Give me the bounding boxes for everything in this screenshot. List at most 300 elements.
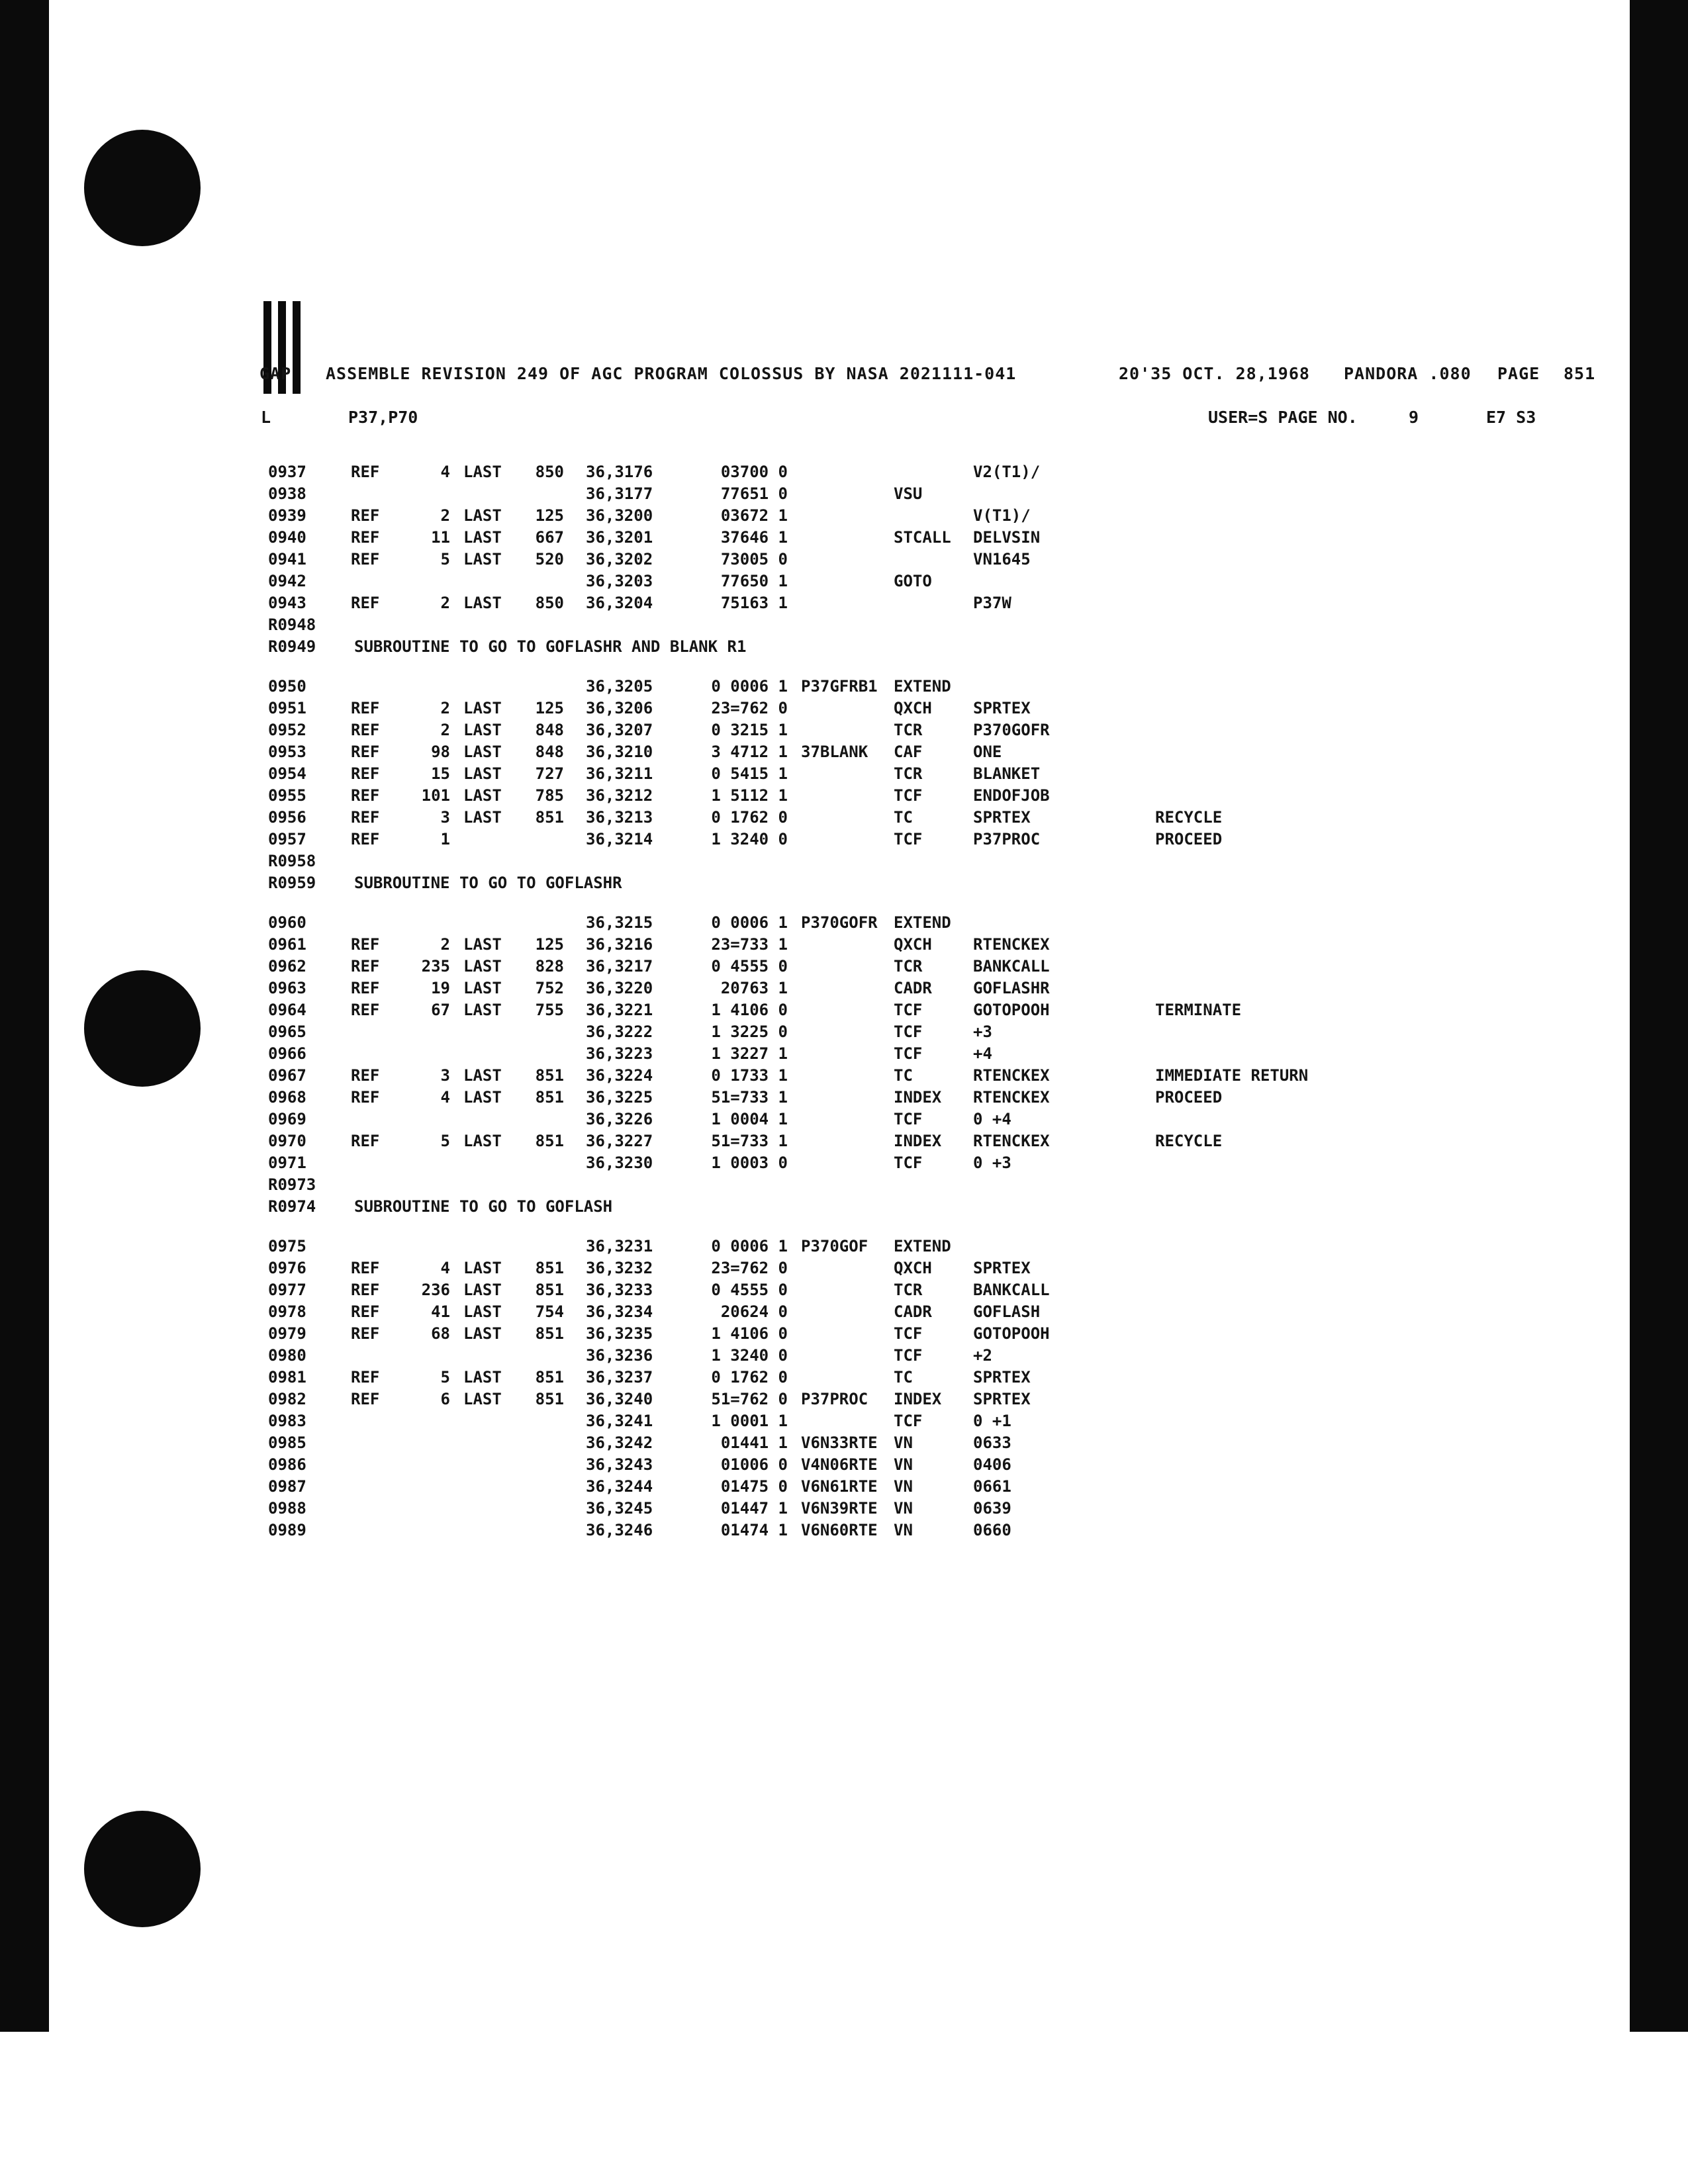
comment: TERMINATE [1155, 1001, 1242, 1019]
address: 36,3222 [586, 1023, 653, 1041]
ref-keyword: REF [351, 1302, 380, 1321]
symbol-label: 37BLANK [801, 743, 868, 761]
last-page: 851 [535, 1281, 564, 1299]
ref-count: 41 [431, 1302, 450, 1321]
operand: RTENCKEX [973, 1132, 1050, 1150]
listing-spacer [268, 658, 1605, 676]
opcode: GOTO [894, 572, 932, 590]
line-number: R0948 [268, 615, 316, 634]
symbol-label: V4N06RTE [801, 1455, 878, 1474]
operand: GOTOPOOH [973, 1324, 1050, 1343]
line-number: 0980 [268, 1346, 306, 1365]
octal-code: 1 4106 0 [711, 1324, 788, 1343]
octal-code: 51=762 0 [711, 1390, 788, 1408]
opcode: TCF [894, 830, 923, 848]
line-number: 0969 [268, 1110, 306, 1128]
last-keyword: LAST [463, 1324, 502, 1343]
operand: VN1645 [973, 550, 1031, 569]
last-page: 755 [535, 1001, 564, 1019]
address: 36,3210 [586, 743, 653, 761]
last-keyword: LAST [463, 1259, 502, 1277]
header-timestamp: 20'35 OCT. 28,1968 [1119, 364, 1310, 383]
listing-row [268, 1021, 1605, 1043]
address: 36,3231 [586, 1237, 653, 1255]
ref-keyword: REF [351, 528, 380, 547]
header-mark: GAP [259, 364, 292, 383]
last-page: 851 [535, 1066, 564, 1085]
line-number: R0958 [268, 852, 316, 870]
address: 36,3204 [586, 594, 653, 612]
opcode: TCF [894, 1154, 923, 1172]
listing-row [268, 676, 1605, 698]
ref-keyword: REF [351, 786, 380, 805]
last-keyword: LAST [463, 528, 502, 547]
header-page-number: 851 [1564, 364, 1596, 383]
comment: PROCEED [1155, 1088, 1223, 1107]
opcode: TCF [894, 1001, 923, 1019]
opcode: TCF [894, 1324, 923, 1343]
operand: P37W [973, 594, 1011, 612]
opcode: TCF [894, 1023, 923, 1041]
ref-keyword: REF [351, 1324, 380, 1343]
opcode: TCF [894, 1346, 923, 1365]
octal-code: 0 5415 1 [711, 764, 788, 783]
opcode: TC [894, 1066, 913, 1085]
listing-row [268, 1257, 1605, 1279]
operand: RTENCKEX [973, 935, 1050, 954]
listing-row [268, 1454, 1605, 1476]
operand: BLANKET [973, 764, 1041, 783]
listing-row [268, 1043, 1605, 1065]
address: 36,3243 [586, 1455, 653, 1474]
line-number: 0941 [268, 550, 306, 569]
last-keyword: LAST [463, 550, 502, 569]
opcode: VN [894, 1433, 913, 1452]
line-number: 0943 [268, 594, 306, 612]
listing-row [268, 1301, 1605, 1323]
address: 36,3223 [586, 1044, 653, 1063]
listing-row [268, 1432, 1605, 1454]
symbol-label: P370GOF [801, 1237, 868, 1255]
log-column-label: L [261, 408, 271, 427]
ref-count: 2 [440, 935, 450, 954]
last-keyword: LAST [463, 979, 502, 997]
ref-keyword: REF [351, 1368, 380, 1387]
comment: IMMEDIATE RETURN [1155, 1066, 1309, 1085]
ref-count: 235 [421, 957, 450, 976]
opcode: QXCH [894, 935, 932, 954]
line-number: 0951 [268, 699, 306, 717]
punch-hole-top [84, 130, 201, 246]
line-number: 0987 [268, 1477, 306, 1496]
ref-keyword: REF [351, 979, 380, 997]
address: 36,3200 [586, 506, 653, 525]
listing-title-row [268, 1174, 1605, 1196]
address: 36,3237 [586, 1368, 653, 1387]
last-keyword: LAST [463, 1088, 502, 1107]
last-page: 851 [535, 1368, 564, 1387]
ref-keyword: REF [351, 935, 380, 954]
listing-row [268, 956, 1605, 978]
opcode: VN [894, 1455, 913, 1474]
octal-code: 1 3240 0 [711, 830, 788, 848]
last-page: 125 [535, 506, 564, 525]
line-number: 0938 [268, 484, 306, 503]
punch-hole-bottom [84, 1811, 201, 1927]
listing-row [268, 763, 1605, 785]
line-number: 0965 [268, 1023, 306, 1041]
octal-code: 01475 0 [720, 1477, 788, 1496]
opcode: EXTEND [894, 1237, 951, 1255]
subroutine-title: SUBROUTINE TO GO TO GOFLASHR AND BLANK R1 [354, 637, 747, 656]
line-number: 0982 [268, 1390, 306, 1408]
ref-count: 4 [440, 463, 450, 481]
operand: 0 +3 [973, 1154, 1011, 1172]
address: 36,3220 [586, 979, 653, 997]
ref-count: 5 [440, 1368, 450, 1387]
octal-code: 03672 1 [720, 506, 788, 525]
ref-keyword: REF [351, 1281, 380, 1299]
line-number: 0954 [268, 764, 306, 783]
comment: RECYCLE [1155, 1132, 1223, 1150]
listing-row [268, 999, 1605, 1021]
opcode: TCF [894, 1412, 923, 1430]
operand: SPRTEX [973, 1259, 1031, 1277]
last-page: 125 [535, 935, 564, 954]
opcode: TCR [894, 957, 923, 976]
listing-row [268, 1236, 1605, 1257]
ref-keyword: REF [351, 808, 380, 827]
octal-code: 0 1762 0 [711, 808, 788, 827]
address: 36,3226 [586, 1110, 653, 1128]
ref-count: 101 [421, 786, 450, 805]
last-keyword: LAST [463, 463, 502, 481]
ref-keyword: REF [351, 463, 380, 481]
last-keyword: LAST [463, 1132, 502, 1150]
operand: +3 [973, 1023, 992, 1041]
ref-keyword: REF [351, 550, 380, 569]
symbol-label: P37PROC [801, 1390, 868, 1408]
last-page: 851 [535, 808, 564, 827]
opcode: INDEX [894, 1390, 942, 1408]
listing-row [268, 807, 1605, 829]
last-keyword: LAST [463, 506, 502, 525]
operand: 0661 [973, 1477, 1011, 1496]
ref-keyword: REF [351, 506, 380, 525]
last-page: 848 [535, 743, 564, 761]
address: 36,3176 [586, 463, 653, 481]
last-keyword: LAST [463, 721, 502, 739]
ref-keyword: REF [351, 1132, 380, 1150]
octal-code: 1 0001 1 [711, 1412, 788, 1430]
last-keyword: LAST [463, 1368, 502, 1387]
opcode: TCR [894, 1281, 923, 1299]
listing-row [268, 592, 1605, 614]
last-keyword: LAST [463, 1302, 502, 1321]
ref-keyword: REF [351, 594, 380, 612]
symbol-label: V6N33RTE [801, 1433, 878, 1452]
operand: 0406 [973, 1455, 1011, 1474]
operand: P370GOFR [973, 721, 1050, 739]
listing-row [268, 1087, 1605, 1109]
address: 36,3234 [586, 1302, 653, 1321]
listing-row [268, 1476, 1605, 1498]
listing-title-row [268, 850, 1605, 872]
last-page: 667 [535, 528, 564, 547]
opcode: TCF [894, 1044, 923, 1063]
header-page-label: PAGE [1497, 364, 1540, 383]
opcode: CAF [894, 743, 923, 761]
user-page-number: 9 [1409, 408, 1419, 427]
line-number: 0970 [268, 1132, 306, 1150]
line-number: 0966 [268, 1044, 306, 1063]
listing-title-row [268, 872, 1605, 894]
line-number: 0953 [268, 743, 306, 761]
address: 36,3235 [586, 1324, 653, 1343]
user-page-label: USER=S PAGE NO. [1208, 408, 1358, 427]
ref-count: 3 [440, 1066, 450, 1085]
opcode: CADR [894, 1302, 932, 1321]
last-page: 848 [535, 721, 564, 739]
listing-title-row [268, 1196, 1605, 1218]
opcode: INDEX [894, 1132, 942, 1150]
octal-code: 1 4106 0 [711, 1001, 788, 1019]
line-number: 0964 [268, 1001, 306, 1019]
last-keyword: LAST [463, 935, 502, 954]
listing-title-row [268, 636, 1605, 658]
address: 36,3207 [586, 721, 653, 739]
octal-code: 73005 0 [720, 550, 788, 569]
listing-row [268, 1367, 1605, 1388]
operand: ONE [973, 743, 1002, 761]
listing-row [268, 719, 1605, 741]
ref-count: 5 [440, 1132, 450, 1150]
octal-code: 0 0006 1 [711, 677, 788, 696]
listing-row [268, 785, 1605, 807]
opcode: VN [894, 1477, 913, 1496]
listing-row [268, 1109, 1605, 1130]
address: 36,3233 [586, 1281, 653, 1299]
last-keyword: LAST [463, 1281, 502, 1299]
octal-code: 0 3215 1 [711, 721, 788, 739]
octal-code: 0 0006 1 [711, 913, 788, 932]
line-number: 0976 [268, 1259, 306, 1277]
address: 36,3214 [586, 830, 653, 848]
octal-code: 0 4555 0 [711, 1281, 788, 1299]
last-keyword: LAST [463, 1390, 502, 1408]
operand: GOFLASH [973, 1302, 1041, 1321]
listing-row [268, 570, 1605, 592]
address: 36,3202 [586, 550, 653, 569]
line-number: 0975 [268, 1237, 306, 1255]
listing-row [268, 1323, 1605, 1345]
listing-row [268, 1388, 1605, 1410]
address: 36,3236 [586, 1346, 653, 1365]
subroutine-title: SUBROUTINE TO GO TO GOFLASH [354, 1197, 613, 1216]
line-number: 0983 [268, 1412, 306, 1430]
operand: +2 [973, 1346, 992, 1365]
ref-count: 1 [440, 830, 450, 848]
ref-count: 5 [440, 550, 450, 569]
line-number: 0979 [268, 1324, 306, 1343]
line-number: 0950 [268, 677, 306, 696]
last-page: 828 [535, 957, 564, 976]
opcode: EXTEND [894, 677, 951, 696]
ref-keyword: REF [351, 1390, 380, 1408]
punch-hole-middle [84, 970, 201, 1087]
ref-keyword: REF [351, 743, 380, 761]
operand: SPRTEX [973, 699, 1031, 717]
address: 36,3217 [586, 957, 653, 976]
octal-code: 01441 1 [720, 1433, 788, 1452]
octal-code: 20624 0 [720, 1302, 788, 1321]
line-number: 0988 [268, 1499, 306, 1518]
last-page: 785 [535, 786, 564, 805]
opcode: TCF [894, 1110, 923, 1128]
line-number: 0985 [268, 1433, 306, 1452]
line-number: R0973 [268, 1175, 316, 1194]
listing-row [268, 1065, 1605, 1087]
ref-count: 15 [431, 764, 450, 783]
address: 36,3201 [586, 528, 653, 547]
octal-code: 23=733 1 [711, 935, 788, 954]
operand: 0639 [973, 1499, 1011, 1518]
listing-row [268, 1152, 1605, 1174]
line-number: 0963 [268, 979, 306, 997]
operand: RTENCKEX [973, 1066, 1050, 1085]
operand: BANKCALL [973, 1281, 1050, 1299]
last-keyword: LAST [463, 1001, 502, 1019]
ref-count: 98 [431, 743, 450, 761]
subroutine-title: SUBROUTINE TO GO TO GOFLASHR [354, 874, 622, 892]
symbol-label: V6N61RTE [801, 1477, 878, 1496]
opcode: QXCH [894, 1259, 932, 1277]
operand: V(T1)/ [973, 506, 1031, 525]
operand: 0660 [973, 1521, 1011, 1539]
octal-code: 0 0006 1 [711, 1237, 788, 1255]
line-number: 0960 [268, 913, 306, 932]
listing-code: E7 S3 [1486, 408, 1536, 427]
line-number: R0949 [268, 637, 316, 656]
last-keyword: LAST [463, 594, 502, 612]
comment: PROCEED [1155, 830, 1223, 848]
listing-row [268, 1279, 1605, 1301]
ref-count: 2 [440, 721, 450, 739]
last-page: 850 [535, 594, 564, 612]
address: 36,3242 [586, 1433, 653, 1452]
operand: SPRTEX [973, 1390, 1031, 1408]
line-number: R0959 [268, 874, 316, 892]
ref-keyword: REF [351, 721, 380, 739]
address: 36,3224 [586, 1066, 653, 1085]
listing-row [268, 1410, 1605, 1432]
octal-code: 01006 0 [720, 1455, 788, 1474]
address: 36,3215 [586, 913, 653, 932]
ref-count: 67 [431, 1001, 450, 1019]
opcode: VN [894, 1521, 913, 1539]
ref-count: 3 [440, 808, 450, 827]
last-page: 851 [535, 1088, 564, 1107]
last-page: 851 [535, 1132, 564, 1150]
address: 36,3245 [586, 1499, 653, 1518]
opcode: INDEX [894, 1088, 942, 1107]
octal-code: 1 0004 1 [711, 1110, 788, 1128]
opcode: EXTEND [894, 913, 951, 932]
operand: ENDOFJOB [973, 786, 1050, 805]
line-number: 0989 [268, 1521, 306, 1539]
ref-keyword: REF [351, 1088, 380, 1107]
operand: SPRTEX [973, 808, 1031, 827]
assembly-listing [268, 461, 1605, 1541]
opcode: VN [894, 1499, 913, 1518]
listing-row [268, 461, 1605, 483]
octal-code: 37646 1 [720, 528, 788, 547]
line-number: 0977 [268, 1281, 306, 1299]
opcode: TCR [894, 721, 923, 739]
operand: BANKCALL [973, 957, 1050, 976]
address: 36,3206 [586, 699, 653, 717]
last-page: 727 [535, 764, 564, 783]
line-number: 0955 [268, 786, 306, 805]
last-keyword: LAST [463, 808, 502, 827]
address: 36,3246 [586, 1521, 653, 1539]
last-page: 754 [535, 1302, 564, 1321]
operand: RTENCKEX [973, 1088, 1050, 1107]
ref-keyword: REF [351, 957, 380, 976]
octal-code: 77651 0 [720, 484, 788, 503]
listing-title-row [268, 614, 1605, 636]
opcode: TC [894, 1368, 913, 1387]
ref-keyword: REF [351, 764, 380, 783]
last-page: 851 [535, 1390, 564, 1408]
operand: GOFLASHR [973, 979, 1050, 997]
operand: 0 +4 [973, 1110, 1011, 1128]
opcode: TCR [894, 764, 923, 783]
operand: V2(T1)/ [973, 463, 1041, 481]
address: 36,3177 [586, 484, 653, 503]
octal-code: 01474 1 [720, 1521, 788, 1539]
listing-row [268, 1520, 1605, 1541]
ref-count: 236 [421, 1281, 450, 1299]
opcode: VSU [894, 484, 923, 503]
last-page: 851 [535, 1259, 564, 1277]
octal-code: 1 5112 1 [711, 786, 788, 805]
octal-code: 3 4712 1 [711, 743, 788, 761]
octal-code: 20763 1 [720, 979, 788, 997]
ref-count: 2 [440, 699, 450, 717]
ref-count: 2 [440, 594, 450, 612]
line-number: 0952 [268, 721, 306, 739]
symbol-label: V6N60RTE [801, 1521, 878, 1539]
octal-code: 23=762 0 [711, 699, 788, 717]
line-number: 0961 [268, 935, 306, 954]
octal-code: 77650 1 [720, 572, 788, 590]
listing-row [268, 912, 1605, 934]
octal-code: 75163 1 [720, 594, 788, 612]
symbol-label: V6N39RTE [801, 1499, 878, 1518]
ref-count: 4 [440, 1088, 450, 1107]
symbol-label: P37GFRB1 [801, 677, 878, 696]
line-number: 0978 [268, 1302, 306, 1321]
last-keyword: LAST [463, 1066, 502, 1085]
listing-spacer [268, 894, 1605, 912]
last-page: 851 [535, 1324, 564, 1343]
octal-code: 1 3225 0 [711, 1023, 788, 1041]
section-label: P37,P70 [348, 408, 418, 427]
operand: 0 +1 [973, 1412, 1011, 1430]
line-number: 0942 [268, 572, 306, 590]
octal-code: 01447 1 [720, 1499, 788, 1518]
